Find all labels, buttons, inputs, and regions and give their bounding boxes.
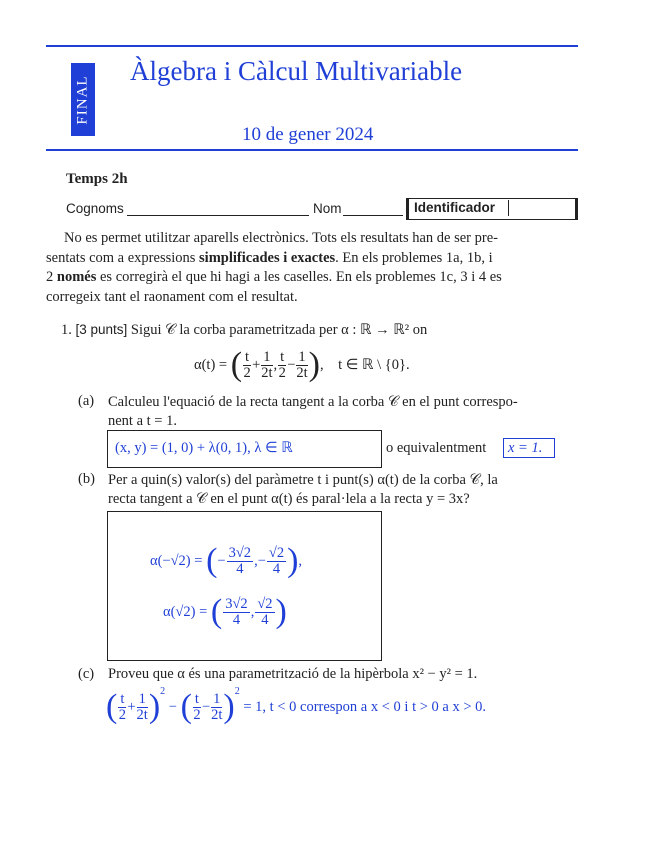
time-label: Temps 2h [66, 171, 128, 187]
part-a-alt-answer: x = 1. [508, 440, 543, 456]
name-label: Nom [313, 201, 342, 216]
part-b-label: (b) [78, 471, 95, 487]
part-b-answer-box[interactable] [107, 511, 382, 661]
id-label: Identificador [414, 200, 496, 215]
exam-date: 10 de gener 2024 [242, 124, 374, 145]
instructions-line2: sentats com a expressions simplificades i exactes. En els problemes 1a, 1b, i [46, 249, 493, 266]
id-field[interactable] [508, 200, 567, 216]
instructions-line3: 2 només es corregirà el que hi hagi a les caselles. En els problemes 1c, 3 i 4 es [46, 269, 502, 285]
final-badge [71, 63, 95, 136]
instructions [46, 229, 578, 307]
surname-field[interactable] [127, 215, 309, 216]
part-c-answer: ( $\frac{t}{2}$ + $\frac{1}{2t}$ ) $^2$ − ( $\frac{t}{2}$ − $\frac{1}{2t}$ ) $^2$ = 1, t < 0 correspon a x < 0 i t > 0 a x > 0. [106, 686, 487, 725]
problem1-header: 1. [3 punts] Sigui 𝒞 la corba parametritzada per α : ℝ → ℝ² on [61, 322, 428, 338]
instructions-line4: corregeix tant el raonament com el resultat. [46, 288, 298, 305]
part-b-answer-2: α(√2) = ( $\frac{3√2}{4}$ , $\frac{√2}{4}$ ) [163, 593, 287, 630]
part-a-alt-text: o equivalentment [386, 440, 487, 456]
header-bottom-rule [46, 149, 578, 151]
top-rule [46, 45, 578, 47]
part-b-answer-1: α(−√2) = ( − $\frac{3√2}{4}$ ,− $\frac{√2}{4}$ ) , [150, 542, 303, 579]
exam-title: Àlgebra i Càlcul Multivariable [130, 56, 463, 86]
part-a-text: Calculeu l'equació de la recta tangent a la corba 𝒞 en el punt correspo- nent a t = 1. [108, 394, 518, 429]
part-a-label: (a) [78, 393, 95, 409]
final-badge-label: FINAL [74, 74, 91, 125]
name-field[interactable] [343, 215, 403, 216]
param-equation: α(t) = ( $\frac{t}{2}$ + $\frac{1}{2t}$ , $\frac{t}{2}$ − $\frac{1}{2t}$ ) , t ∈ ℝ \ {0}. [194, 346, 410, 383]
part-c-text: Proveu que α és una parametrització de la hipèrbola x² − y² = 1. [108, 666, 478, 682]
surname-label: Cognoms [66, 201, 124, 216]
part-a-answer: (x, y) = (1, 0) + λ(0, 1), λ ∈ ℝ [115, 440, 293, 456]
instructions-line1: No es permet utilitzar aparells electrònics. Tots els resultats han de ser pre- [64, 230, 498, 246]
part-c-label: (c) [78, 666, 95, 682]
part-b-text: Per a quin(s) valor(s) del paràmetre t i punt(s) α(t) de la corba 𝒞, la recta tangent a 𝒞 en el punt α(t) és paral·lela a la recta y = 3x? [108, 472, 498, 507]
